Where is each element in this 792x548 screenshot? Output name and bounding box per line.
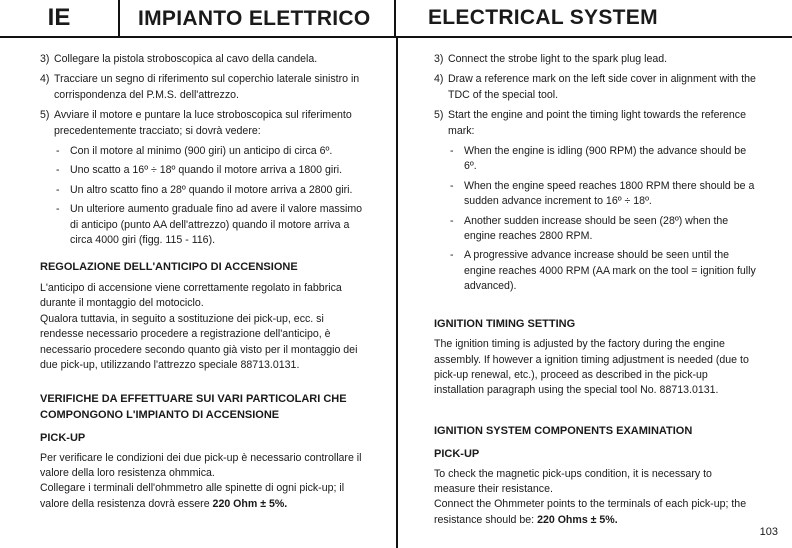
heading-components: IGNITION SYSTEM COMPONENTS EXAMINATION — [434, 424, 693, 437]
sub-text: Un altro scatto fino a 28º quando il motore arriva a 2800 giri. — [70, 183, 353, 196]
paragraph: Collegare i terminali dell'ohmmetro alle spinette di ogni pick-up; il valore della resistenza dovrà essere 220 Ohm ± 5%. — [40, 482, 345, 510]
step-number: 4) — [40, 73, 50, 86]
paragraph: The ignition timing is adjusted by the factory during the engine assembly. If however a ignition timing adjustment is needed (due to pick-up renewal, etc.), proceed as described in the pick-up installation paragraph using the special tool No. 88713.0131. — [434, 338, 749, 397]
sub-item: - When the engine is idling (900 RPM) the advance should be 6º. — [434, 144, 756, 175]
step-number: 5) — [40, 109, 50, 122]
resistance-value: 220 Ohms ± 5%. — [537, 513, 618, 526]
sub-item: - Uno scatto a 16º ÷ 18º quando il motore arriva a 1800 giri. — [40, 163, 364, 178]
heading-pickup: PICK-UP — [434, 448, 480, 461]
step-item — [40, 72, 364, 103]
page-number: 103 — [759, 526, 778, 538]
paragraph: Qualora tuttavia, in seguito a sostituzione dei pick-up, ecc. si rendesse necessario procedere a registrazione dell'anticipo, è necessario procedere secondo quanto già visto per il montaggio dei due pick-up, utilizzando l'attrezzo speciale 88713.0131. — [40, 312, 358, 371]
step-number: 5) — [434, 109, 444, 122]
column-english — [434, 52, 756, 528]
heading-timing: REGOLAZIONE DELL'ANTICIPO DI ACCENSIONE — [40, 261, 298, 274]
title-english: ELECTRICAL SYSTEM — [428, 6, 658, 29]
step-number: 3) — [40, 53, 50, 65]
step-text: Start the engine and point the timing light towards the reference mark: — [448, 109, 746, 137]
step-item — [434, 72, 756, 103]
step-item — [40, 52, 364, 67]
step-text: Collegare la pistola stroboscopica al cavo della candela. — [54, 53, 318, 65]
sub-text: Uno scatto a 16º ÷ 18º quando il motore arriva a 1800 giri. — [70, 164, 343, 177]
step-number: 3) — [434, 53, 444, 65]
step-item — [40, 108, 364, 139]
column-italian — [40, 52, 364, 512]
sub-item: - Another sudden increase should be seen (28º) when the engine reaches 2800 RPM. — [434, 214, 756, 245]
header-left — [0, 0, 396, 38]
heading-components: VERIFICHE DA EFFETTUARE SUI VARI PARTICOLARI CHE COMPONGONO L'IMPIANTO DI ACCENSIONE — [40, 393, 347, 421]
title-italian: IMPIANTO ELETTRICO — [138, 7, 371, 30]
paragraph: Per verificare le condizioni dei due pick-up è necessario controllare il valore della loro resistenza ohmmica. — [40, 451, 362, 479]
paragraph: Connect the Ohmmeter points to the terminals of each pick-up; the resistance should be: 220 Ohms ± 5%. — [434, 498, 747, 526]
sub-text: Another sudden increase should be seen (28º) when the engine reaches 2800 RPM. — [464, 214, 729, 243]
step-item — [434, 108, 756, 139]
sub-text: Con il motore al minimo (900 giri) un anticipo di circa 6º. — [70, 145, 333, 158]
sub-text: A progressive advance increase should be seen until the engine reaches 4000 RPM (AA mark on the tool = ignition fully advanced). — [464, 249, 756, 293]
sub-item: - A progressive advance increase should be seen until the engine reaches 4000 RPM (AA mark on the tool = ignition fully advanced). — [434, 248, 756, 294]
sub-text: When the engine is idling (900 RPM) the advance should be 6º. — [464, 145, 747, 173]
column-divider — [396, 36, 398, 548]
sub-item: - Un altro scatto fino a 28º quando il motore arriva a 2800 giri. — [40, 183, 364, 198]
sub-item: - Un ulteriore aumento graduale fino ad avere il valore massimo di anticipo (punto AA dell'attrezzo) quando il motore arriva a circa 4000 giri (figg. 115 - 116). — [40, 202, 364, 248]
sub-text: When the engine speed reaches 1800 RPM there should be a sudden advance increment to 16º ÷ 18º. — [464, 179, 755, 208]
header-right — [396, 0, 792, 38]
paragraph: L'anticipo di accensione viene correttamente regolato in fabbrica durante il montaggio del motociclo. — [40, 281, 342, 310]
step-text: Connect the strobe light to the spark plug lead. — [448, 53, 668, 65]
sub-item: - Con il motore al minimo (900 giri) un anticipo di circa 6º. — [40, 144, 364, 159]
step-number: 4) — [434, 73, 444, 86]
resistance-value: 220 Ohm ± 5%. — [212, 497, 288, 510]
heading-timing: IGNITION TIMING SETTING — [434, 317, 576, 330]
step-text: Avviare il motore e puntare la luce stroboscopica sul riferimento precedentemente tracciato; si dovrà vedere: — [54, 109, 352, 137]
paragraph: To check the magnetic pick-ups condition, it is necessary to measure their resistance. — [434, 467, 712, 495]
sub-text: Un ulteriore aumento graduale fino ad avere il valore massimo di anticipo (punto AA dell'attrezzo) quando il motore arriva a circa 4000 giri (figg. 115 - 116). — [70, 203, 363, 247]
section-code: IE — [0, 0, 120, 36]
step-text: Draw a reference mark on the left side cover in alignment with the TDC of the special tool. — [448, 73, 756, 101]
step-item — [434, 52, 756, 67]
step-text: Tracciare un segno di riferimento sul coperchio laterale sinistro in corrispondenza del P.M.S. dell'attrezzo. — [54, 73, 360, 101]
sub-item: - When the engine speed reaches 1800 RPM there should be a sudden advance increment to 16º ÷ 18º. — [434, 179, 756, 210]
heading-pickup: PICK-UP — [40, 432, 86, 445]
